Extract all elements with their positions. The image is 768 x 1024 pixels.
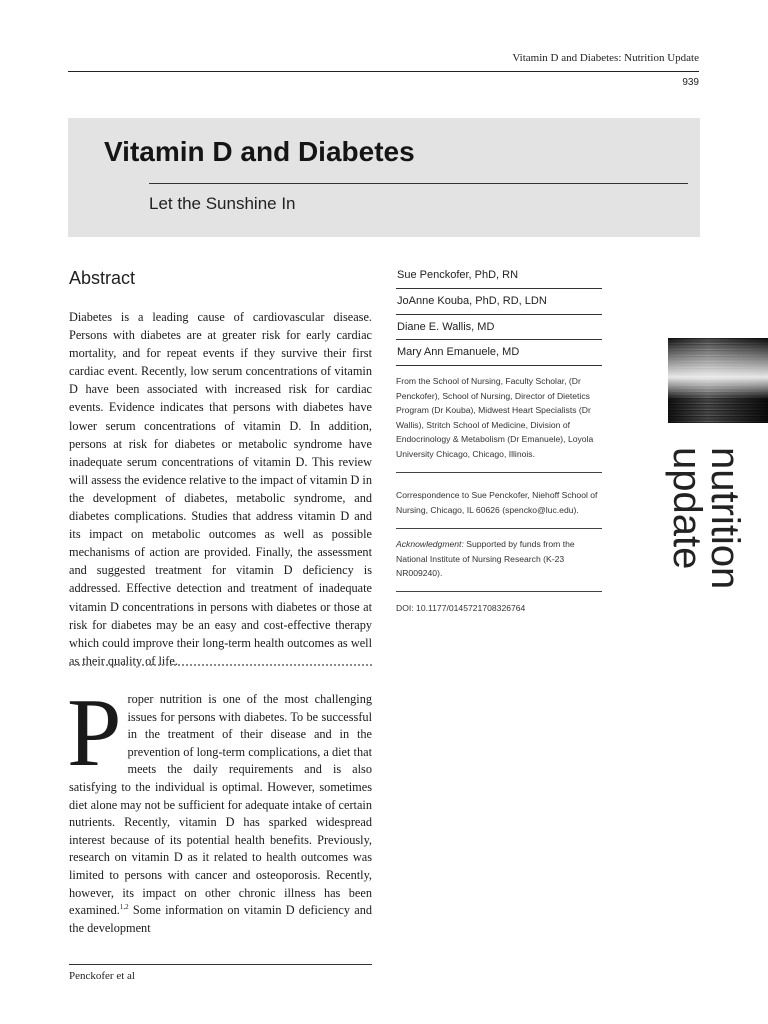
citation-superscript: 1,2 <box>119 903 129 912</box>
drop-cap: P <box>67 679 122 787</box>
author-list <box>396 263 602 366</box>
author-item: JoAnne Kouba, PhD, RD, LDN <box>396 289 602 315</box>
acknowledgment-note <box>396 537 602 581</box>
abstract-heading: Abstract <box>69 268 136 288</box>
section-tab-line: update <box>665 447 709 570</box>
section-tab-line: nutrition <box>703 447 747 590</box>
section-tab <box>664 447 747 627</box>
header-rule <box>68 71 699 72</box>
side-rule <box>396 591 602 592</box>
page-number: 939 <box>682 77 699 88</box>
author-item: Sue Penckofer, PhD, RN <box>396 263 602 289</box>
intro-text: roper nutrition is one of the most challenging issues for persons with diabetes. To be successful in the treatment of their disease and in the prevention of long-term complications, a diet that meets the daily requirements and is also satisfying to the individual is optimal. However, sometimes diet alone may not be sufficient for adequate intake of certain nutrients. Recently, vitamin D has sparked widespread interest because of its potential health benefits. Previously, research on vitamin D as it related to health outcomes was limited to persons with cancer and osteoporosis. Recently, however, its impact on other chronic illness has been examined. <box>69 692 372 918</box>
title-rule <box>149 183 688 184</box>
footer-rule <box>69 964 372 965</box>
side-rule <box>396 472 602 473</box>
title-band <box>68 118 700 237</box>
intro-text-continued: Some information on vitamin D deficiency and the development <box>69 903 372 935</box>
acknowledgment-label: Acknowledgment: <box>396 539 464 549</box>
article-subtitle: Let the Sunshine In <box>149 194 296 213</box>
section-photo <box>668 338 768 423</box>
footer-author-credit: Penckofer et al <box>69 970 135 982</box>
affiliation-note: From the School of Nursing, Faculty Scholar, (Dr Penckofer), School of Nursing, Director of Dietetics Program (Dr Kouba), Midwest Heart Specialists (Dr Wallis), Stritch School of Medicine, Division of Endocrinology & Metabolism (Dr Emanuele), Loyola University Chicago, Chicago, Illinois. <box>396 376 594 459</box>
dotted-separator <box>69 664 372 666</box>
author-item: Diane E. Wallis, MD <box>396 315 602 341</box>
acknowledgment-text: Supported by funds from the National Institute of Nursing Research (K-23 NR009240). <box>396 539 575 578</box>
correspondence-note: Correspondence to Sue Penckofer, Niehoff School of Nursing, Chicago, IL 60626 (spencko@luc.edu). <box>396 490 598 515</box>
author-item: Mary Ann Emanuele, MD <box>396 340 602 366</box>
article-title: Vitamin D and Diabetes <box>104 136 415 167</box>
abstract-body: Diabetes is a leading cause of cardiovascular disease. Persons with diabetes are at greater risk for early cardiac mortality, and for repeat events if they survive their first cardiac event. Recently, low serum concentrations of vitamin D have been associated with increased risk for cardiac events. Evidence indicates that persons with diabetes have lower serum concentrations of vitamin D. In addition, persons at risk for diabetes or metabolic syndrome have inadequate serum concentrations of vitamin D. This review will assess the evidence relative to the impact of vitamin D in the development of diabetes, metabolic syndrome, and diabetes complications. Studies that address vitamin D and its impact on metabolic outcomes as well as possible mechanisms of action are provided. Finally, the assessment and suggested treatment for vitamin D deficiency is addressed. Effective detection and treatment of inadequate vitamin D concentrations in persons with diabetes or those at risk for diabetes may be an easy and cost-effective therapy which could improve their long-term health outcomes as well as their quality of life. <box>69 310 372 668</box>
doi: DOI: 10.1177/0145721708326764 <box>396 603 526 613</box>
side-rule <box>396 528 602 529</box>
running-head: Vitamin D and Diabetes: Nutrition Update <box>512 52 699 64</box>
intro-paragraph <box>67 679 372 937</box>
